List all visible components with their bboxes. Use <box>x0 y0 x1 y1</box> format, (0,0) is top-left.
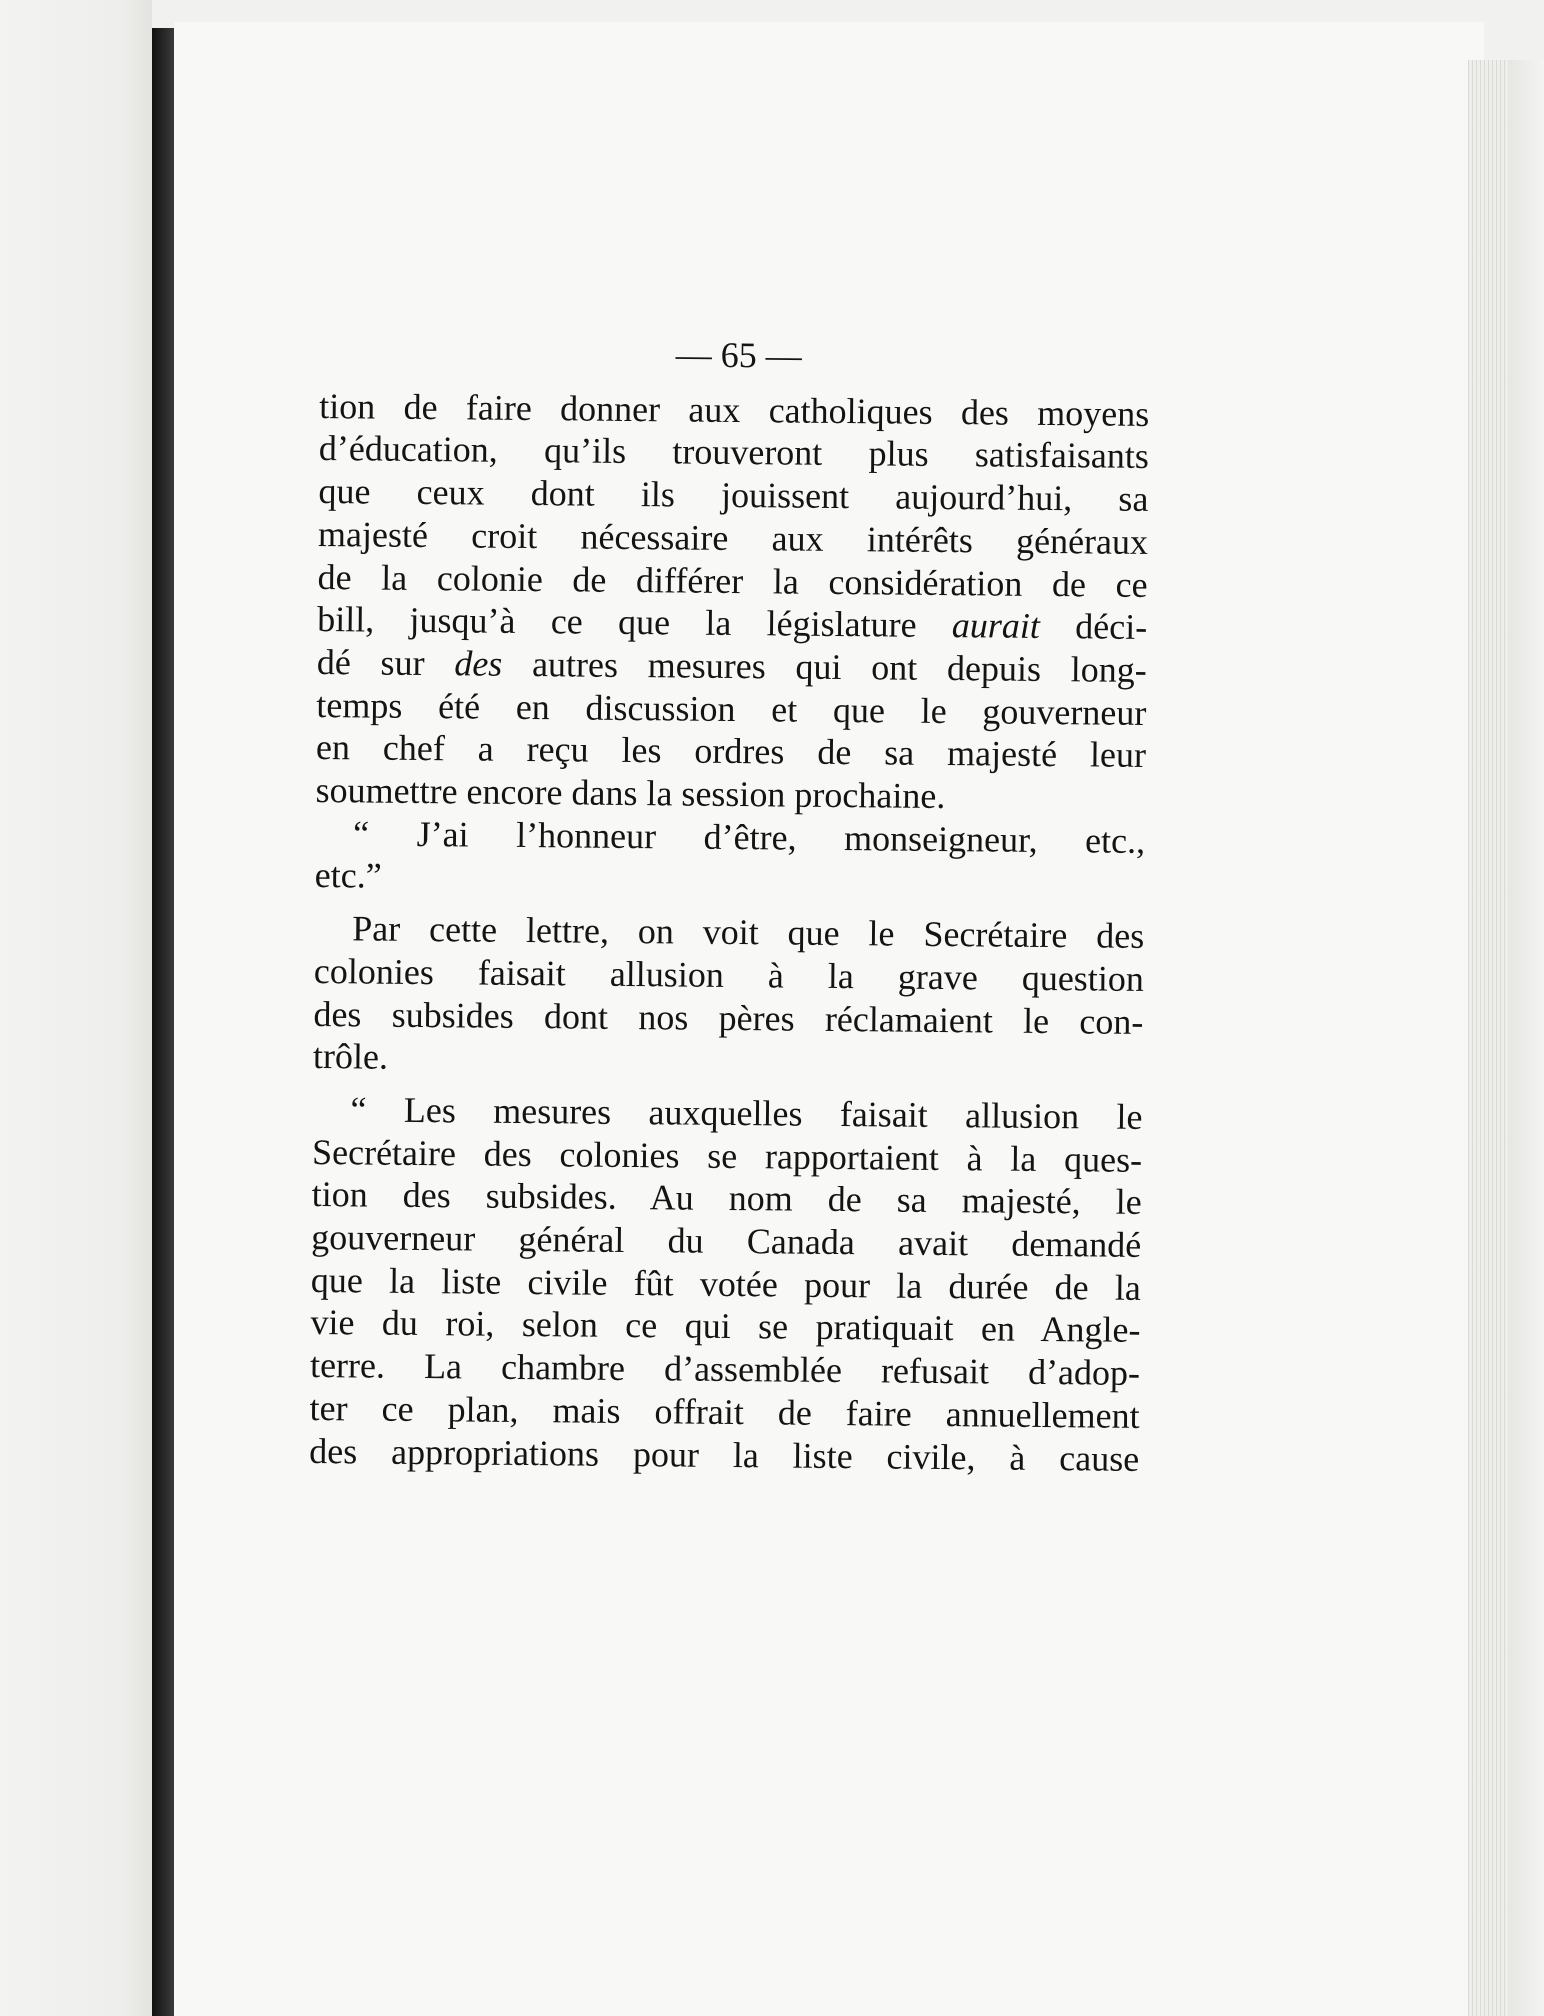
text-line: etc.” <box>314 855 382 897</box>
text-line: que ceux dont ils jouissent aujourd’hui, sa <box>318 471 1149 520</box>
text-line: ter ce plan, mais offrait de faire annuellement <box>309 1387 1140 1436</box>
text-line: vie du roi, selon ce qui se pratiquait en Angle- <box>310 1302 1141 1351</box>
text-line: Par cette lettre, on voit que le Secrétaire des <box>352 908 1145 957</box>
paragraph-quotation <box>309 1088 1143 1480</box>
text-line <box>317 641 1147 692</box>
page-edge-shadow <box>1508 60 1544 2016</box>
page-edges <box>1468 60 1508 2016</box>
paragraph-letter-continuation <box>315 385 1149 820</box>
text-segment: dé sur <box>316 641 455 684</box>
text-line: majesté croit nécessaire aux intérêts généraux <box>317 513 1149 562</box>
text-line: tion de faire donner aux catholiques des moyens <box>319 385 1150 434</box>
text-line: colonies faisait allusion à la grave question <box>313 950 1145 999</box>
page-text-block <box>309 330 1150 1480</box>
book-spine-shadow <box>152 28 174 2016</box>
text-line: trôle. <box>312 1036 389 1077</box>
text-line: temps été en discussion et que le gouverneur <box>316 684 1147 733</box>
text-line: “ J’ai l’honneur d’être, monseigneur, etc., <box>352 813 1146 861</box>
text-line: “ Les mesures auxquelles faisait allusion le <box>350 1089 1143 1137</box>
text-line: de la colonie de différer la considération de ce <box>317 556 1148 605</box>
text-segment: autres mesures qui ont depuis long- <box>502 643 1147 690</box>
text-line: soumettre encore dans la session prochaine. <box>315 770 946 817</box>
paragraph-closing <box>315 812 1146 905</box>
text-line: d’éducation, qu’ils trouveront plus satisfaisants <box>318 428 1150 477</box>
text-line: terre. La chambre d’assemblée refusait d’adop- <box>309 1345 1141 1394</box>
facing-page <box>0 0 152 2016</box>
text-line: Secrétaire des colonies se rapportaient à la ques- <box>311 1131 1143 1180</box>
italic-word: aurait <box>951 605 1041 647</box>
text-line: que la liste civile fût votée pour la durée de la <box>310 1259 1142 1308</box>
page-number: — 65 — <box>675 334 802 376</box>
text-line: des subsides dont nos pères réclamaient le con- <box>313 993 1144 1042</box>
italic-word: des <box>454 643 503 684</box>
text-segment: bill, jusqu’à ce que la législature <box>317 599 953 646</box>
text-segment: déci- <box>1039 606 1148 648</box>
text-line: des appropriations pour la liste civile, à cause <box>309 1430 1140 1479</box>
text-line: gouverneur général du Canada avait demandé <box>311 1217 1142 1265</box>
text-line: tion des subsides. Au nom de sa majesté, le <box>311 1174 1142 1223</box>
paragraph-commentary <box>313 907 1145 1086</box>
text-line: en chef a reçu les ordres de sa majesté leur <box>315 727 1147 776</box>
